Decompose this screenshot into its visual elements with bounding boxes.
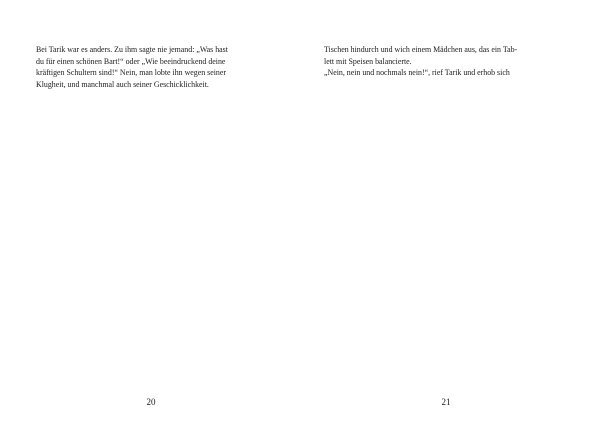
text-line: du für einen schönen Bart!“ oder „Wie beeindruckend deine bbox=[36, 56, 226, 66]
text-line: „Nein, nein und nochmals nein!“, rief Tarik und erhob sich bbox=[324, 68, 510, 78]
right-page-number: 21 bbox=[441, 397, 451, 407]
text-line: Tischen hindurch und wich einem Mädchen aus, das ein Tab- bbox=[324, 45, 518, 54]
text-line: Klugheit, und manchmal auch seiner Geschicklichkeit. bbox=[36, 80, 209, 90]
text-line: Bei Tarik war es anders. Zu ihm sagte nie jemand: „Was hast bbox=[36, 45, 228, 54]
text-line: lett mit Speisen balancierte. bbox=[324, 56, 412, 66]
left-page-text bbox=[36, 44, 277, 91]
right-page bbox=[300, 0, 600, 426]
right-page-text bbox=[324, 44, 569, 79]
left-page-number: 20 bbox=[146, 397, 156, 407]
text-line: kräftigen Schultern sind!“ Nein, man lobte ihn wegen seiner bbox=[36, 68, 226, 78]
